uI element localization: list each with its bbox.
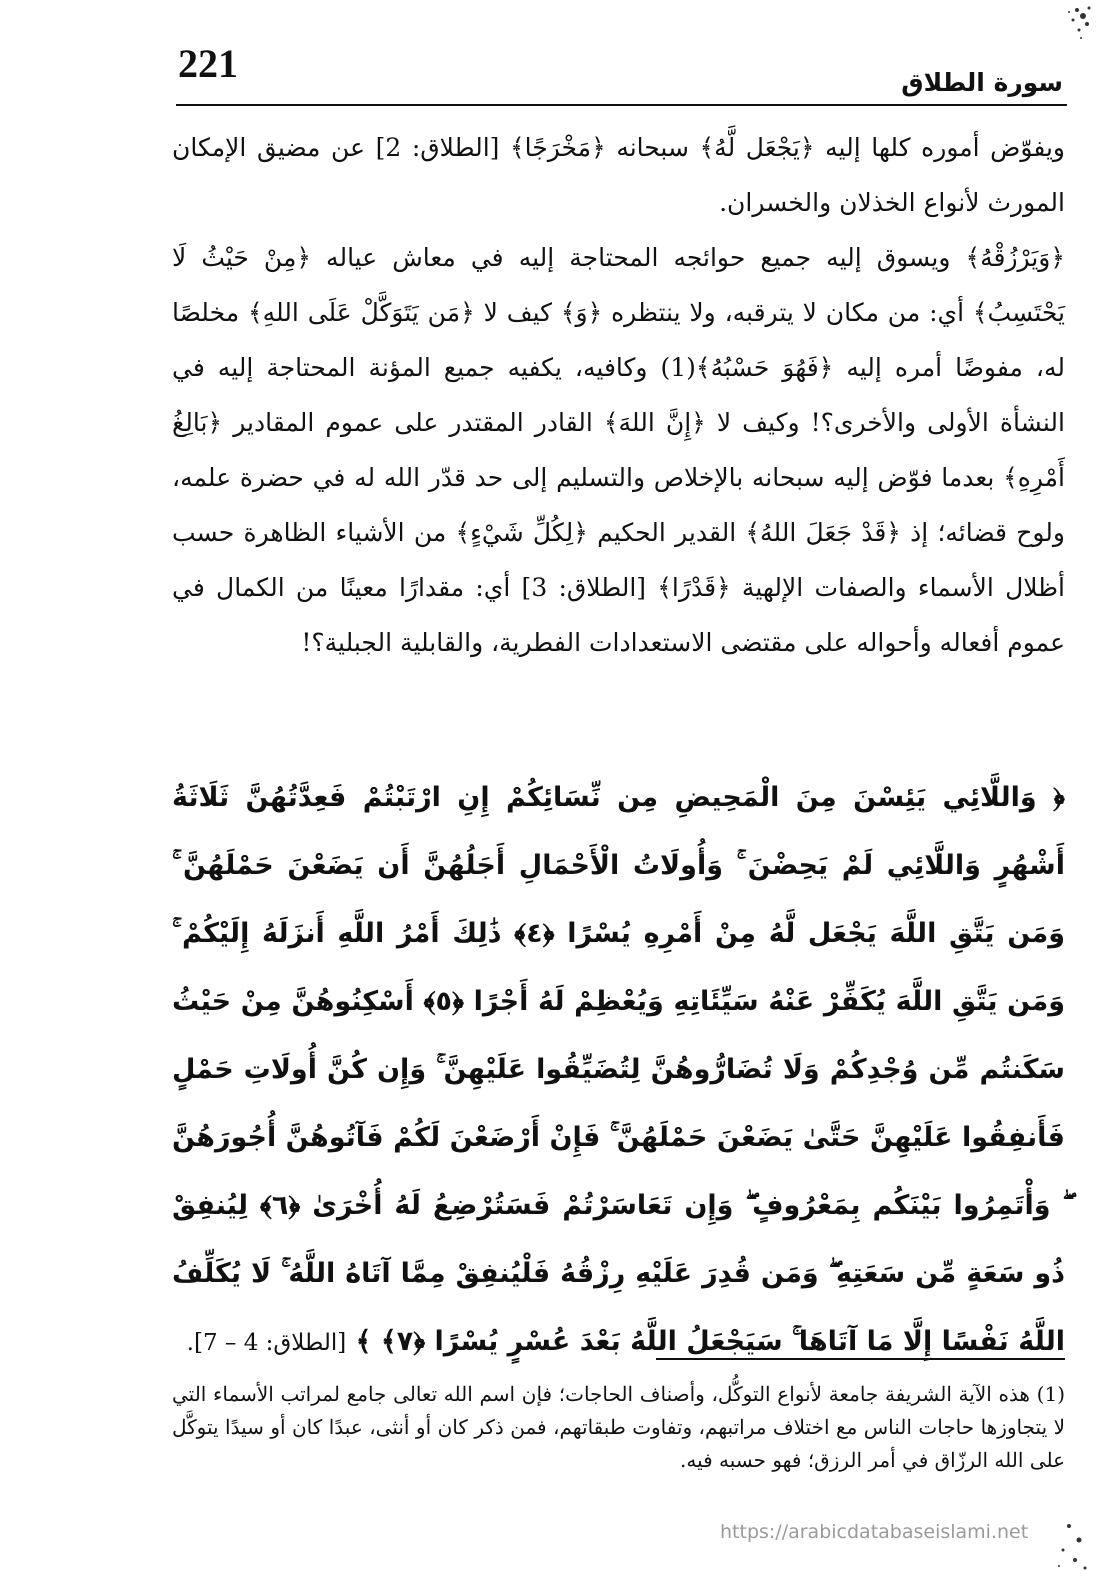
commentary-text — [172, 120, 1065, 670]
paragraph-2: ﴿وَيَرْزُقْهُ﴾ ويسوق إليه جميع حوائجه المحتاجة إليه في معاش عياله ﴿مِنْ حَيْثُ لَا يَحْتَسِبُ﴾ أي: من مكان لا يترقبه، ولا ينتظره ﴿وَ﴾ كيف لا ﴿مَن يَتَوَكَّلْ عَلَى اللهِ﴾ مخلصًا له، مفوضًا أمره إليه ﴿فَهُوَ حَسْبُهُ﴾(1) وكافيه، يكفيه جميع المؤنة المحتاجة إليه في النشأة الأولى والأخرى؟! وكيف لا ﴿إِنَّ اللهَ﴾ القادر المقتدر على عموم المقادير ﴿بَالِغُ أَمْرِهِ﴾ بعدما فوّض إليه سبحانه بالإخلاص والتسليم إلى حد قدّر الله له في حضرة علمه، ولوح قضائه؛ إذ ﴿قَدْ جَعَلَ اللهُ﴾ القدير الحكيم ﴿لِكُلِّ شَيْءٍ﴾ من الأشياء الظاهرة حسب أظلال الأسماء والصفات الإلهية ﴿قَدْرًا﴾ [الطلاق: 3] أي: مقدارًا معينًا من الكمال في عموم أفعاله وأحواله على مقتضى الاستعدادات الفطرية، والقابلية الجبلية؟! — [172, 243, 1065, 657]
surah-title: سورة الطلاق — [901, 68, 1063, 97]
footnote-divider — [656, 1358, 1065, 1360]
footnote: (1) هذه الآية الشريفة جامعة لأنواع التوكُّل، وأصناف الحاجات؛ فإن اسم الله تعالى جامع لمراتب الأسماء التي لا يتجاوزها حاجات الناس مع اختلاف مراتبهم، وتفاوت طبقاتهم، فمن ذكر كان أو أنثى، عبدًا كان أو سيدًا يتوكَّل على الله الرزّاق في أمر الرزق؛ فهو حسبه فيه. — [172, 1382, 1065, 1472]
quran-verses-block — [172, 764, 1065, 1377]
header-divider — [176, 104, 1067, 106]
quran-verses: ﴿ وَاللَّائِي يَئِسْنَ مِنَ الْمَحِيضِ مِن نِّسَائِكُمْ إِنِ ارْتَبْتُمْ فَعِدَّتُهُنَّ ثَلَاثَةُ أَشْهُرٍ وَاللَّائِي لَمْ يَحِضْنَ ۚ وَأُولَاتُ الْأَحْمَالِ أَجَلُهُنَّ أَن يَضَعْنَ حَمْلَهُنَّ ۚ وَمَن يَتَّقِ اللَّهَ يَجْعَل لَّهُ مِنْ أَمْرِهِ يُسْرًا ﴿٤﴾ ذَٰلِكَ أَمْرُ اللَّهِ أَنزَلَهُ إِلَيْكُمْ ۚ وَمَن يَتَّقِ اللَّهَ يُكَفِّرْ عَنْهُ سَيِّئَاتِهِ وَيُعْظِمْ لَهُ أَجْرًا ﴿٥﴾ أَسْكِنُوهُنَّ مِنْ حَيْثُ سَكَنتُم مِّن وُجْدِكُمْ وَلَا تُضَارُّوهُنَّ لِتُضَيِّقُوا عَلَيْهِنَّ ۚ وَإِن كُنَّ أُولَاتِ حَمْلٍ فَأَنفِقُوا عَلَيْهِنَّ حَتَّىٰ يَضَعْنَ حَمْلَهُنَّ ۚ فَإِنْ أَرْضَعْنَ لَكُمْ فَآتُوهُنَّ أُجُورَهُنَّ ۖ وَأْتَمِرُوا بَيْنَكُم بِمَعْرُوفٍ ۖ وَإِن تَعَاسَرْتُمْ فَسَتُرْضِعُ لَهُ أُخْرَىٰ ﴿٦﴾ لِيُنفِقْ ذُو سَعَةٍ مِّن سَعَتِهِ ۖ وَمَن قُدِرَ عَلَيْهِ رِزْقُهُ فَلْيُنفِقْ مِمَّا آتَاهُ اللَّهُ ۚ لَا يُكَلِّفُ اللَّهُ نَفْسًا إِلَّا مَا آتَاهَا ۚ سَيَجْعَلُ اللَّهُ بَعْدَ عُسْرٍ يُسْرًا ﴿٧﴾ ﴾ — [172, 782, 1065, 1357]
paragraph-1: ويفوّض أموره كلها إليه ﴿يَجْعَل لَّهُ﴾ سبحانه ﴿مَخْرَجًا﴾ [الطلاق: 2] عن مضيق الإمكان المورث لأنواع الخذلان والخسران. — [172, 133, 1066, 217]
verse-reference: [الطلاق: 4 – 7]. — [186, 1330, 347, 1356]
scan-noise-bottom — [1049, 1506, 1093, 1576]
page-number: 221 — [178, 41, 238, 86]
source-watermark: https://arabicdatabaseislami.net — [720, 1521, 1029, 1543]
scan-noise-top — [1047, 2, 1095, 50]
